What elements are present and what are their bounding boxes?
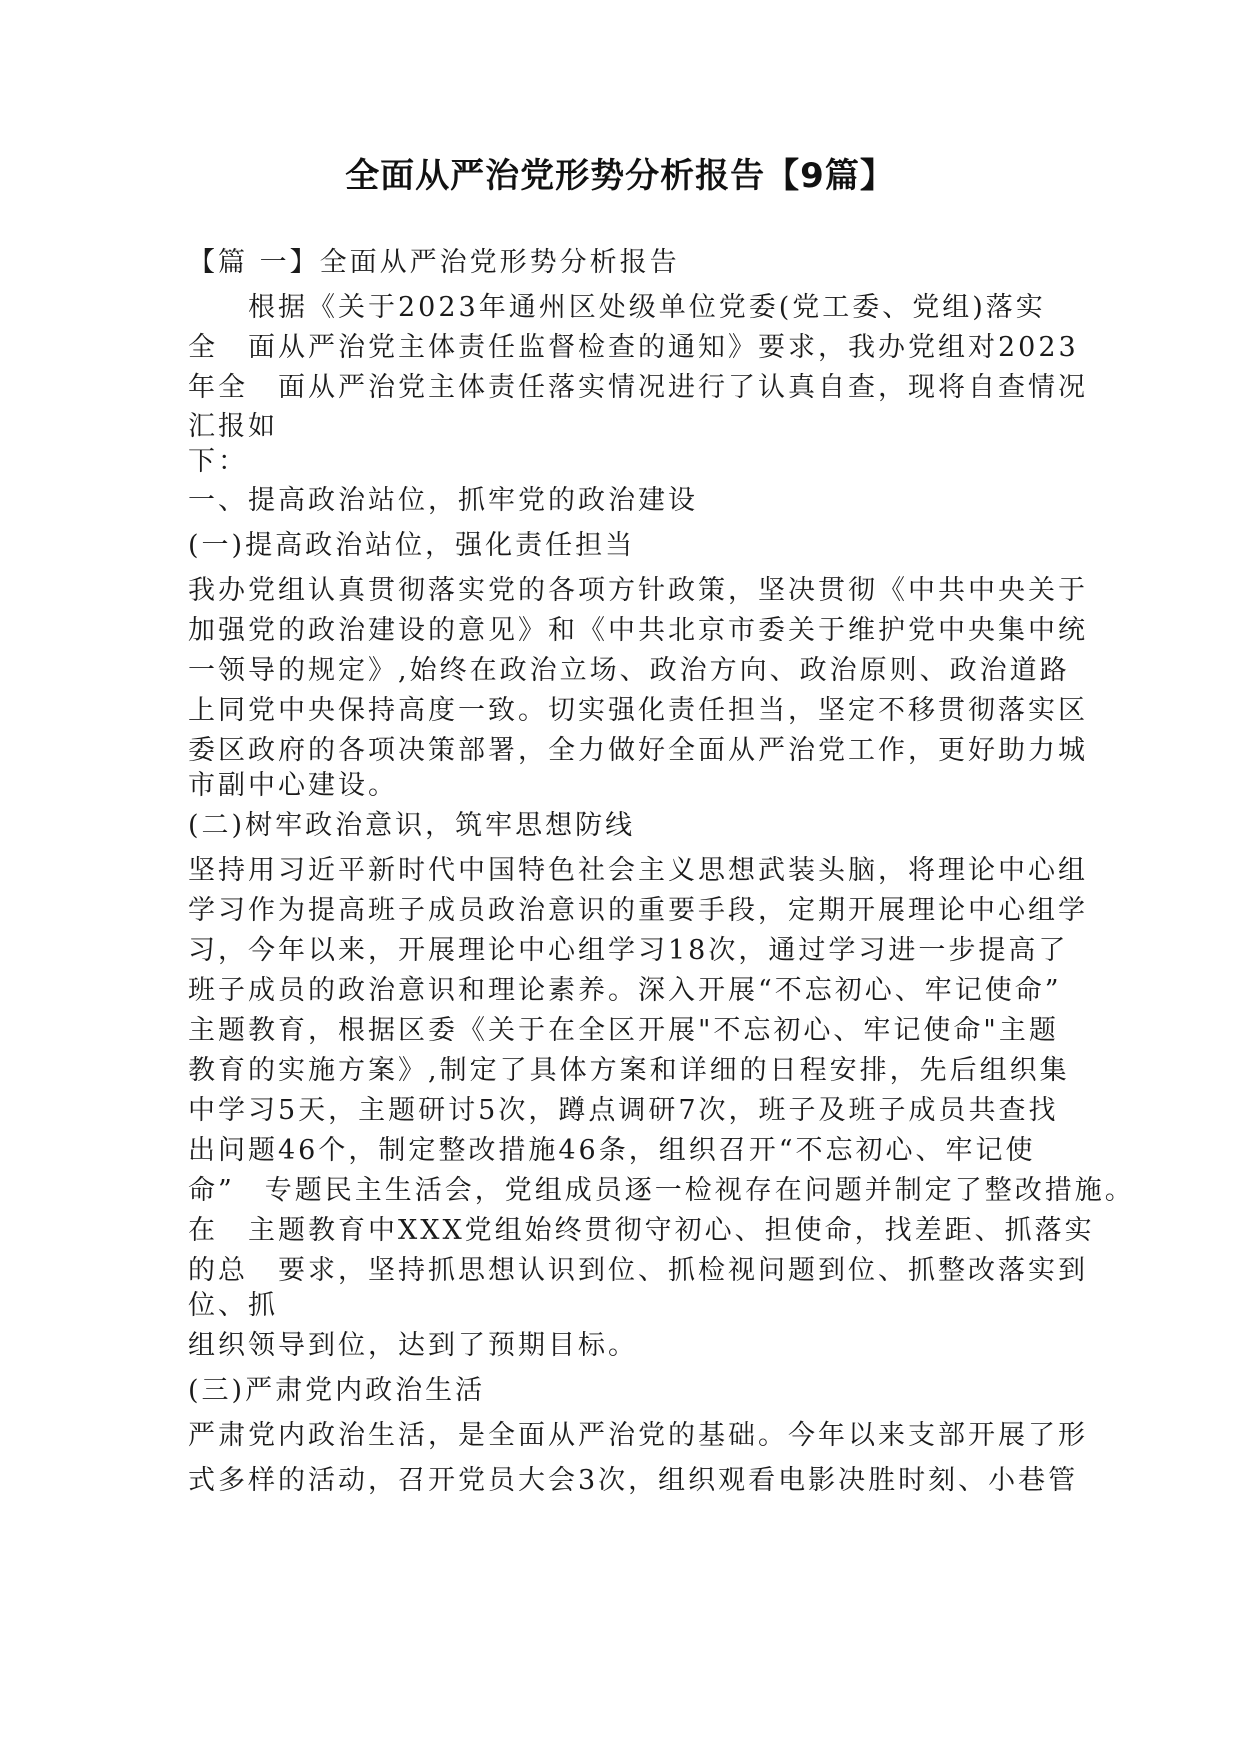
paragraph-line: 委区政府的各项决策部署，全力做好全面从严治党工作，更好助力城 — [188, 735, 1088, 766]
subsection-heading: (二)树牢政治意识，筑牢思想防线 — [188, 810, 636, 841]
document-title: 全面从严治党形势分析报告【9篇】 — [345, 156, 895, 196]
section-heading: 一、提高政治站位，抓牢党的政治建设 — [188, 485, 698, 516]
paragraph-line: 组织领导到位，达到了预期目标。 — [188, 1330, 638, 1361]
paragraph-line: 根据《关于2023年通州区处级单位党委(党工委、党组)落实 — [188, 292, 1046, 323]
paragraph-line: 上同党中央保持高度一致。切实强化责任担当，坚定不移贯彻落实区 — [188, 695, 1088, 726]
paragraph-line: 位、抓 — [188, 1290, 278, 1321]
paragraph-line: 年全 面从严治党主体责任落实情况进行了认真自查，现将自查情况 — [188, 372, 1088, 403]
paragraph-line: 中学习5天，主题研讨5次，蹲点调研7次，班子及班子成员共查找 — [188, 1095, 1059, 1126]
paragraph-line: 下： — [188, 446, 248, 477]
paragraph-line: 命” 专题民主生活会，党组成员逐一检视存在问题并制定了整改措施。 — [188, 1175, 1135, 1206]
paragraph-line: 出问题46个，制定整改措施46条，组织召开“不忘初心、牢记使 — [188, 1135, 1036, 1166]
paragraph-line: 学习作为提高班子成员政治意识的重要手段，定期开展理论中心组学 — [188, 895, 1088, 926]
paragraph-line: 严肃党内政治生活，是全面从严治党的基础。今年以来支部开展了形 — [188, 1420, 1088, 1451]
paragraph-line: 式多样的活动，召开党员大会3次，组织观看电影决胜时刻、小巷管 — [188, 1465, 1079, 1496]
subsection-heading: (一)提高政治站位，强化责任担当 — [188, 530, 636, 561]
paragraph-line: 坚持用习近平新时代中国特色社会主义思想武装头脑，将理论中心组 — [188, 855, 1088, 886]
paragraph-line: 市副中心建设。 — [188, 770, 398, 801]
paragraph-line: 习，今年以来，开展理论中心组学习18次，通过学习进一步提高了 — [188, 935, 1069, 966]
paragraph-line: 在 主题教育中XXX党组始终贯彻守初心、担使命，找差距、抓落实 — [188, 1215, 1095, 1246]
section-heading: 【篇 一】全面从严治党形势分析报告 — [188, 247, 680, 278]
paragraph-line: 教育的实施方案》,制定了具体方案和详细的日程安排，先后组织集 — [188, 1055, 1070, 1086]
paragraph-line: 我办党组认真贯彻落实党的各项方针政策，坚决贯彻《中共中央关于 — [188, 575, 1088, 606]
paragraph-line: 全 面从严治党主体责任监督检查的通知》要求，我办党组对2023 — [188, 332, 1079, 363]
paragraph-line: 加强党的政治建设的意见》和《中共北京市委关于维护党中央集中统 — [188, 615, 1088, 646]
paragraph-line: 班子成员的政治意识和理论素养。深入开展“不忘初心、牢记使命” — [188, 975, 1062, 1006]
subsection-heading: (三)严肃党内政治生活 — [188, 1375, 486, 1406]
paragraph-line: 的总 要求，坚持抓思想认识到位、抓检视问题到位、抓整改落实到 — [188, 1255, 1088, 1286]
paragraph-line: 汇报如 — [188, 411, 278, 442]
paragraph-line: 主题教育，根据区委《关于在全区开展"不忘初心、牢记使命"主题 — [188, 1015, 1059, 1046]
paragraph-line: 一领导的规定》,始终在政治立场、政治方向、政治原则、政治道路 — [188, 655, 1070, 686]
